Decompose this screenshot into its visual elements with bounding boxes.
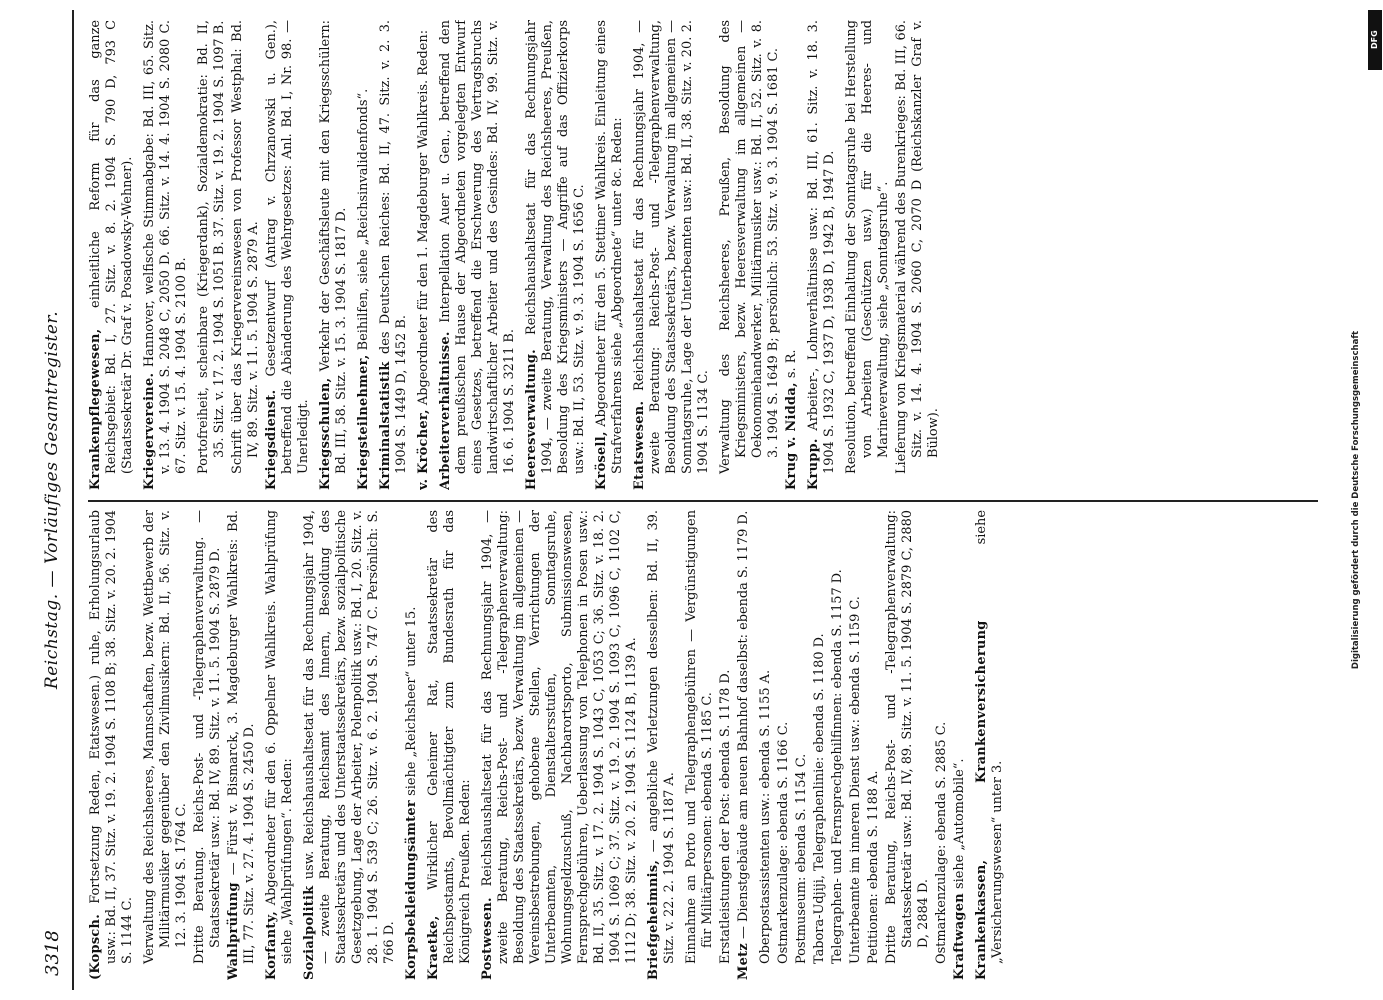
register-entry — [794, 510, 810, 980]
entry-keyword: Krug v. Nidda, — [783, 382, 799, 490]
entry-text: Wirklicher Geheimer Rat, Staatssekretär des Reichspostamts, Bevollmächtigter zum Bundesrath für das Königreich Preußen. Reden: — [425, 510, 473, 964]
entry-text: Abgeordneter für den 5. Stettiner Wahlkreis. Einleitung eines Strafverfahrens siehe „Abgeordnete“ unter 8c. Reden: — [593, 20, 625, 474]
entry-keyword: Krankenpflegewesen, — [87, 328, 103, 490]
entry-text: siehe „Versicherungswesen“ unter 3. — [973, 510, 1005, 964]
register-entry — [378, 20, 410, 490]
page-number: 3318 — [41, 930, 63, 976]
entry-text: Portofreiheit, scheinbare (Kriegerdank), Sozialdemokratie: Bd. II, 35. Sitz. v. 17. 2. 1904 S. 1051 B. 37. Sitz. v. 19. 2. 1904 S. 1097 B. — [195, 20, 227, 474]
entry-keyword: Kriegsschulen, — [317, 377, 333, 490]
register-entry — [974, 510, 1006, 980]
entry-text: Reichshaushaltsetat für das Rechnungsjahr 1904, — zweite Beratung, Reichs-Post- und -Telegraphenverwaltung: Besoldung des Staatssekretärs, bezw. Verwaltung im allgemeinen — Vereinsbestrebungen, gehobene Stellen, Verrichtungen der Unterbeamten, Dienstaltersstufen, Sonntagsruhe, Wohnungsgeldzuschuß, Nachbarortsporto, Submissionswesen, Fernsprechgebühren, Ueberlassung von Telephonen in Posen usw.: Bd. II, 35. Sitz. v. 17. 2. 1904 S. 1043 C, 1053 C; 36. Sitz. v. 18. 2. 1904 S. 1069 C; 37. Sitz. v. 19. 2. 1904 S. 1093 C, 1096 C, 1102 C, 1112 D; 38. Sitz. v. 20. 2. 1904 S. 1124 B, 1139 A. — [479, 510, 639, 964]
entry-keyword: Heeresverwaltung. — [523, 349, 539, 490]
register-entry — [632, 20, 712, 490]
entry-keyword: Kriegsteilnehmer, — [355, 354, 371, 490]
register-entry — [142, 510, 190, 980]
register-entry — [356, 20, 372, 490]
register-entry — [758, 510, 774, 980]
entry-text: Abgeordneter für den 6. Oppelner Wahlkreis. Wahlprüfung siehe „Wahlprüfungen“. Reden: — [263, 510, 295, 964]
register-entry — [718, 20, 782, 490]
entry-text: Beihilfen, siehe „Reichsinvalidenfonds“. — [355, 88, 371, 351]
register-entry — [264, 20, 312, 490]
register-entry — [844, 20, 892, 490]
register-entry — [952, 510, 968, 980]
entry-text: Unterbeamte im inneren Dienst usw.: ebenda S. 1159 C. — [847, 596, 863, 964]
register-entry — [848, 510, 864, 980]
entry-keyword: Kraftwagen — [951, 893, 967, 980]
entry-text: Petitionen: ebenda S. 1188 A. — [865, 770, 881, 964]
register-entry — [830, 510, 846, 980]
register-entry — [226, 510, 258, 980]
register-entry — [594, 20, 626, 490]
entry-text: Reichshaushaltsetat für das Rechnungsjahr 1904, — zweite Beratung, Verwaltung des Reichsheeres, Preußen, Besoldung des Kriegsministers — Angriffe auf das Offizierkorps usw.: Bd. II, 53. Sitz. v. 9. 3. 1904 S. 1656 C. — [523, 20, 587, 474]
page-header — [32, 10, 74, 990]
register-entry — [88, 20, 136, 490]
entry-text: Verwaltung des Reichsheeres, Preußen, Besoldung des Kriegsministers, bezw. Heeresverwaltung im allgemeinen — Oekonomiehandwerker, Militärmusiker usw.: Bd. II, 52. Sitz. v. 8. 3. 1904 S. 1649 B; persönlich: 53. Sitz. v. 9. 3. 1904 S. 1681 C. — [717, 20, 781, 474]
entry-text: einheitliche Reform für das ganze Reichsgebiet: Bd. I, 27. Sitz. v. 8. 2. 1904 S. 790 D, 793 C (Staatssekretär Dr. Graf v. Posadowsky-Wehner). — [87, 20, 135, 474]
entry-text: Erstatleistungen der Post: ebenda S. 1178 D. — [717, 669, 733, 964]
entry-text: Ostmarkenzulage: ebenda S. 2885 C. — [933, 721, 949, 964]
entry-keyword: Krupp. — [805, 438, 821, 490]
entry-text: Gesetzentwurf (Antrag v. Chrzanowski u. Gen.), betreffend die Abänderung des Wehrgesetzes: Anl. Bd. I, Nr. 98. — Unerledigt. — [263, 20, 311, 474]
entry-text: Lieferung von Kriegsmaterial während des Burenkrieges: Bd. III, 66. Sitz. v. 14. 4. 1904 S. 2060 C, 2070 D (Reichskanzler Graf v. Bülow). — [893, 20, 941, 474]
entry-keyword: Korpsbekleidungsämter — [403, 800, 419, 980]
register-entry — [646, 510, 678, 980]
register-entry — [480, 510, 640, 980]
register-entry — [812, 510, 828, 980]
entry-keyword: Sozialpolitik — [301, 885, 317, 980]
entry-keyword: Krankenkassen, Krankenversicherung — [973, 620, 989, 980]
entry-text: des Deutschen Reiches: Bd. II, 47. Sitz. v. 2. 3. 1904 S. 1449 D, 1452 B. — [377, 20, 409, 474]
register-entry — [718, 510, 734, 980]
entry-keyword: Arbeiterverhältnisse. — [437, 331, 453, 490]
entry-text: Hannover, welfische Stimmabgabe: Bd. III, 65. Sitz. v. 13. 4. 1904 S. 2048 C, 2050 D. 66. Sitz. v. 14. 4. 1904 S. 2080 C. 67. Sitz. v. 15. 4. 1904 S. 2100 B. — [141, 20, 189, 474]
register-entry — [894, 20, 942, 490]
entry-text: Dritte Beratung. Reichs-Post- und -Telegraphenverwaltung. — Staatssekretär usw.: Bd. IV, 89. Sitz. v. 11. 5. 1904 S. 2879 D. — [191, 510, 223, 964]
entry-text: Fortsetzung Reden, Etatswesen.) ruhe, Erholungsurlaub usw.: Bd. II, 37. Sitz. v. 19. 2. 1904 S. 1108 B; 38. Sitz. v. 20. 2. 1904 S. 1144 C. — [87, 510, 135, 964]
entry-text: Verwaltung des Reichsheeres, Mannschaften, bezw. Wettbewerb der Militärmusiker gegenüber den Zivilmusikern: Bd. II, 56. Sitz. v. 12. 3. 1904 S. 1764 C. — [141, 510, 189, 964]
entry-keyword: Wahlprüfung — [225, 882, 241, 980]
register-entry — [318, 20, 350, 490]
entry-text: Einnahme an Porto und Telegraphengebühren — Vergünstigungen für Militärpersonen: ebenda S. 1185 C. — [683, 510, 715, 964]
entry-text: siehe „Automobile“. — [951, 758, 967, 889]
register-entry — [784, 20, 800, 490]
entry-keyword: Krösell, — [593, 431, 609, 490]
entry-keyword: Briefgeheimnis, — [645, 859, 661, 980]
entry-text: Verkehr der Geschäftsleute mit den Kriegsschülern: Bd. III, 58. Sitz. v. 15. 3. 1904 S. 1817 D. — [317, 20, 349, 474]
column-divider — [88, 500, 1318, 502]
register-entry — [192, 510, 224, 980]
register-entry — [866, 510, 882, 980]
entry-text: Arbeiter-, Lohnverhältnisse usw.: Bd. III, 61. Sitz. v. 18. 3. 1904 S. 1932 C, 1937 D, 1938 D, 1942 B, 1947 D. — [805, 20, 837, 474]
entry-keyword: v. Kröcher, — [415, 409, 431, 490]
entry-keyword: Kriminalstatistik — [377, 361, 393, 490]
register-entry — [404, 510, 420, 980]
entry-text: Ostmarkenzulage: ebenda S. 1166 C. — [775, 721, 791, 964]
register-entry — [88, 510, 136, 980]
entry-text: s. R. — [783, 349, 799, 379]
entry-text: Abgeordneter für den 1. Magdeburger Wahlkreis. Reden: — [415, 29, 431, 406]
register-entry — [264, 510, 296, 980]
register-entry — [684, 510, 716, 980]
entry-keyword: Kraetke, — [425, 915, 441, 980]
register-entry — [776, 510, 792, 980]
entry-text: — angebliche Verletzungen desselben: Bd. II, 39. Sitz. v. 22. 2. 1904 S. 1187 A. — [645, 510, 677, 964]
entry-keyword: Postwesen. — [479, 897, 495, 980]
entry-keyword: Korfanty, — [263, 911, 279, 980]
entry-keyword: (Kopsch. — [87, 914, 103, 980]
page-title: Reichstag. — Vorläufiges Gesamtregister. — [41, 310, 62, 690]
entry-keyword: Kriegervereine. — [141, 372, 157, 490]
entry-text: Oberpostassistenten usw.: ebenda S. 1155 A. — [757, 669, 773, 964]
left-column — [88, 510, 1328, 980]
register-entry — [524, 20, 588, 490]
right-column — [88, 20, 1328, 490]
register-entry — [302, 510, 398, 980]
register-entry — [438, 20, 518, 490]
entry-keyword: Kriegsdienst. — [263, 389, 279, 490]
entry-keyword: Metz — [735, 943, 751, 980]
entry-text: Interpellation Auer u. Gen., betreffend den dem preußischen Hause der Abgeordneten vorgelegten Entwurf eines Gesetzes, betreffend die Erschwerung des Vertragsbruchs landwirtschaftlicher Arbeiter und des Gesindes: Bd. IV, 99. Sitz. v. 16. 6. 1904 S. 3211 B. — [437, 20, 517, 474]
register-entry — [884, 510, 932, 980]
register-entry — [142, 20, 190, 490]
digitization-credit: Digitalisierung gefördert durch die Deutsche Forschungsgemeinschaft — [1351, 330, 1361, 670]
register-entry — [934, 510, 950, 980]
register-entry — [196, 20, 228, 490]
entry-keyword: Etatswesen. — [631, 400, 647, 490]
entry-text: Telegraphen- und Fernsprechgehilfinnen: ebenda S. 1157 D. — [829, 569, 845, 964]
entry-text: Reichshaushaltsetat für das Rechnungsjahr 1904, — zweite Beratung: Reichs-Post- und -Telegraphenverwaltung, Besoldung des Staatssekretärs, bezw. Verwaltung im allgemeinen — Sonntagsruhe, Lage der Unterbeamten usw.: Bd. II, 38. Sitz. v. 20. 2. 1904 S. 1134 C. — [631, 20, 711, 474]
entry-text: Schrift über das Kriegervereinswesen von Professor Westphal: Bd. IV, 89. Sitz. v. 11. 5. 1904 S. 2879 A. — [229, 20, 261, 474]
entry-text: — Dienstgebäude am neuen Bahnhof daselbst: ebenda S. 1179 D. — [735, 510, 751, 939]
entry-text: siehe „Reichsheer“ unter 15. — [403, 606, 419, 796]
register-entry — [426, 510, 474, 980]
register-entry — [736, 510, 752, 980]
register-entry — [416, 20, 432, 490]
rotated-register-page — [32, 10, 1352, 990]
register-entry — [230, 20, 262, 490]
entry-text: Dritte Beratung, Reichs-Post- und -Telegraphenverwaltung: Staatssekretär usw.: Bd. IV, 89. Sitz. v. 11. 5. 1904 S. 2879 C, 2880 D, 2884 D. — [883, 510, 931, 964]
entry-text: usw. Reichshaushaltsetat für das Rechnungsjahr 1904, — zweite Beratung, Reichsamt des Innern, Besoldung des Staatssekretärs und des Unterstaatssekretärs, bezw. sozialpolitische Gesetzgebung, Lage der Arbeiter, Polenpolitik usw.: Bd. I, 20. Sitz. v. 28. 1. 1904 S. 539 C; 26. Sitz. v. 6. 2. 1904 S. 747 C. Persönlich: S. 766 D. — [301, 510, 397, 964]
entry-text: — Fürst v. Bismarck, 3. Magdeburger Wahlkreis: Bd. III, 77. Sitz. v. 27. 4. 1904 S. 2450 D. — [225, 510, 257, 964]
entry-text: Resolution, betreffend Einhaltung der Sonntagsruhe bei Herstellung von Arbeiten (Geschützen usw.) für die Heeres- und Marineverwaltung, siehe „Sonntagsruhe“. — [843, 20, 891, 474]
entry-text: Tabora-Udjiji, Telegraphenlinie: ebenda S. 1180 D. — [811, 633, 827, 964]
register-entry — [806, 20, 838, 490]
dfg-badge: DFG — [1368, 10, 1382, 70]
entry-text: Postmuseum: ebenda S. 1154 C. — [793, 753, 809, 964]
